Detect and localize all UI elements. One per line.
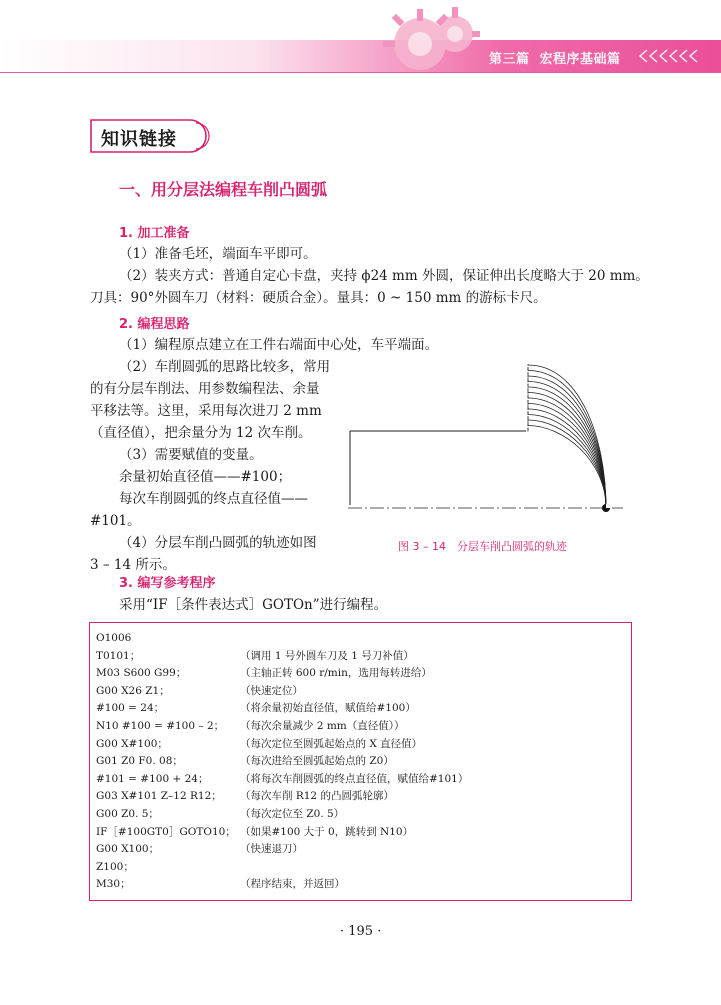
program-comment: （每次定位至 Z0. 5） bbox=[240, 808, 345, 820]
paragraph: （4）分层车削凸圆弧的轨迹如图 bbox=[119, 535, 317, 551]
program-code: G00 X100； bbox=[96, 843, 160, 856]
header-section-title: 宏程序基础篇 bbox=[539, 52, 621, 67]
figure-caption: 图 3 – 14 分层车削凸圆弧的轨迹 bbox=[398, 540, 567, 553]
arc-pass-path bbox=[528, 398, 606, 508]
program-code: G00 X26 Z1； bbox=[96, 684, 170, 697]
program-code: M30； bbox=[96, 878, 131, 891]
program-code: T0101； bbox=[96, 649, 141, 662]
paragraph: 刀具：90°外圆车刀（材料：硬质合金）。量具：0 ~ 150 mm 的游标卡尺。 bbox=[90, 290, 547, 306]
paragraph: 平移法等。这里，采用每次进刀 2 mm bbox=[90, 403, 322, 419]
chevrons-left-icon bbox=[637, 48, 707, 64]
paragraph: 3 – 14 所示。 bbox=[90, 557, 176, 573]
program-code: M03 S600 G99； bbox=[96, 667, 187, 680]
program-comment: （将每次车削圆弧的终点直径值，赋值给#101） bbox=[240, 772, 469, 785]
program-comment: （每次车削 R12 的凸圆弧轮廓） bbox=[240, 790, 394, 803]
program-comment: （每次定位至圆弧起始点的 X 直径值） bbox=[240, 737, 423, 750]
paragraph: （2）装夹方式：普通自定心卡盘，夹持 ϕ24 mm 外圆，保证伸出长度略大于 20 mm。 bbox=[119, 268, 649, 284]
paragraph: （1）编程原点建立在工件右端面中心处，车平端面。 bbox=[119, 337, 439, 353]
program-code: N10 #100 = #100 – 2； bbox=[96, 720, 225, 732]
subheading-programming-idea: 2. 编程思路 bbox=[119, 317, 190, 332]
arc-pass-path bbox=[528, 393, 606, 509]
gear-decoration-icon bbox=[360, 4, 480, 74]
program-comment: （每次进给至圆弧起始点的 Z0） bbox=[240, 755, 394, 768]
program-comment: （如果#100 大于 0，跳转到 N10） bbox=[240, 825, 414, 838]
subheading-reference-program: 3. 编写参考程序 bbox=[119, 576, 216, 591]
program-code: IF［#100GT0］GOTO10； bbox=[96, 825, 236, 838]
arc-pass-path bbox=[528, 365, 606, 508]
program-comment: （快速定位） bbox=[240, 684, 303, 697]
page-number: · 195 · bbox=[340, 924, 382, 939]
paragraph: （1）准备毛坯，端面车平即可。 bbox=[119, 246, 317, 262]
header-title bbox=[489, 48, 621, 67]
paragraph: （3）需要赋值的变量。 bbox=[119, 447, 263, 463]
paragraph: 采用“IF［条件表达式］GOTOn”进行编程。 bbox=[119, 597, 388, 613]
program-code: #100 = 24； bbox=[96, 702, 165, 715]
program-comment: （调用 1 号外圆车刀及 1 号刀补值） bbox=[240, 649, 414, 662]
header-rule bbox=[0, 72, 721, 73]
arc-pass-path bbox=[528, 415, 606, 509]
program-code: #101 = #100 + 24； bbox=[96, 772, 209, 785]
program-code: G00 Z0. 5； bbox=[96, 808, 159, 820]
paragraph: 每次车削圆弧的终点直径值—— bbox=[119, 491, 308, 507]
arc-pass-path bbox=[528, 404, 606, 509]
program-code: Z100； bbox=[96, 860, 134, 873]
paragraph: 余量初始直径值——#100； bbox=[119, 469, 292, 485]
paragraph: （2）车削圆弧的思路比较多，常用 bbox=[119, 359, 331, 375]
section-heading: 一、用分层法编程车削凸圆弧 bbox=[119, 180, 328, 199]
arc-pass-path bbox=[528, 371, 606, 509]
paragraph: 的有分层车削法、用参数编程法、余量 bbox=[90, 381, 320, 397]
program-comment: （程序结束，并返回） bbox=[240, 878, 345, 891]
paragraph: #101。 bbox=[90, 513, 141, 529]
program-comment: （每次余量减少 2 mm（直径值）） bbox=[240, 720, 405, 732]
program-comment: （主轴正转 600 r/min，选用每转进给） bbox=[240, 667, 432, 680]
program-code: G01 Z0 F0. 08； bbox=[96, 755, 183, 768]
program-code: O1006 bbox=[96, 632, 132, 644]
program-code: G03 X#101 Z–12 R12； bbox=[96, 790, 222, 803]
program-comment: （快速退刀） bbox=[240, 843, 303, 856]
program-code: G00 X#100； bbox=[96, 737, 168, 750]
program-comment: （将余量初始直径值，赋值给#100） bbox=[240, 702, 416, 715]
subheading-preparation: 1. 加工准备 bbox=[119, 226, 190, 241]
arc-pass-path bbox=[528, 409, 606, 508]
section-label: 知识链接 bbox=[101, 129, 177, 150]
header-part: 第三篇 bbox=[489, 52, 530, 67]
arc-layer-path-figure bbox=[348, 360, 628, 520]
paragraph: （直径值），把余量分为 12 次车削。 bbox=[90, 425, 312, 441]
